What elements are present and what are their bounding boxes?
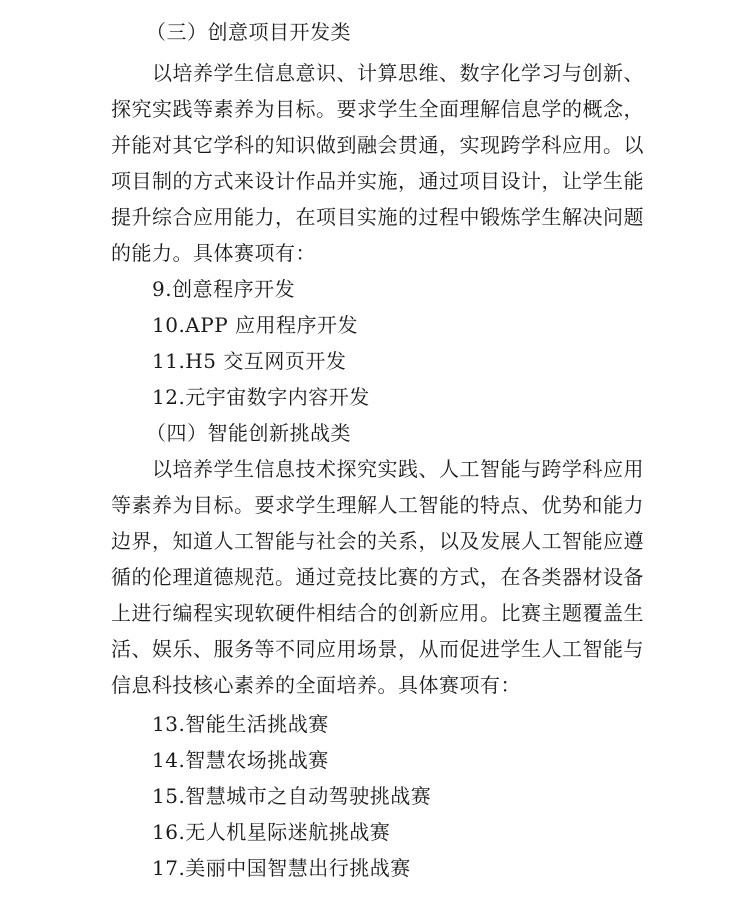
paragraph-line: 边界，知道人工智能与社会的关系，以及发展人工智能应遵 (111, 529, 644, 553)
paragraph-line: 上进行编程实现软硬件相结合的创新应用。比赛主题覆盖生 (111, 601, 644, 625)
list-item: 13.智能生活挑战赛 (152, 712, 329, 736)
paragraph-line: 并能对其它学科的知识做到融会贯通，实现跨学科应用。以 (111, 133, 644, 157)
list-item: 15.智慧城市之自动驾驶挑战赛 (152, 784, 432, 808)
paragraph-line: 探究实践等素养为目标。要求学生全面理解信息学的概念， (111, 97, 644, 121)
list-item: 16.无人机星际迷航挑战赛 (152, 820, 391, 844)
list-item: 12.元宇宙数字内容开发 (152, 385, 370, 409)
list-item: 11.H5 交互网页开发 (152, 349, 347, 373)
paragraph-line: 活、娱乐、服务等不同应用场景，从而促进学生人工智能与 (111, 637, 644, 661)
list-item: 14.智慧农场挑战赛 (152, 748, 329, 772)
paragraph-line: 提升综合应用能力，在项目实施的过程中锻炼学生解决问题 (111, 205, 644, 229)
section-heading-ai-challenges: （四）智能创新挑战类 (146, 421, 351, 445)
list-item: 9.创意程序开发 (152, 277, 296, 301)
paragraph-line: 项目制的方式来设计作品并实施，通过项目设计，让学生能 (111, 169, 644, 193)
paragraph-line: 以培养学生信息意识、计算思维、数字化学习与创新、 (152, 61, 644, 85)
paragraph-line: 等素养为目标。要求学生理解人工智能的特点、优势和能力 (111, 493, 644, 517)
paragraph-line: 的能力。具体赛项有： (111, 241, 316, 265)
list-item: 17.美丽中国智慧出行挑战赛 (152, 856, 411, 880)
paragraph-line: 信息科技核心素养的全面培养。具体赛项有： (111, 673, 521, 697)
paragraph-line: 循的伦理道德规范。通过竞技比赛的方式，在各类器材设备 (111, 565, 644, 589)
section-heading-creative-projects: （三）创意项目开发类 (146, 20, 351, 44)
list-item: 10.APP 应用程序开发 (152, 313, 359, 337)
paragraph-line: 以培养学生信息技术探究实践、人工智能与跨学科应用 (152, 457, 644, 481)
